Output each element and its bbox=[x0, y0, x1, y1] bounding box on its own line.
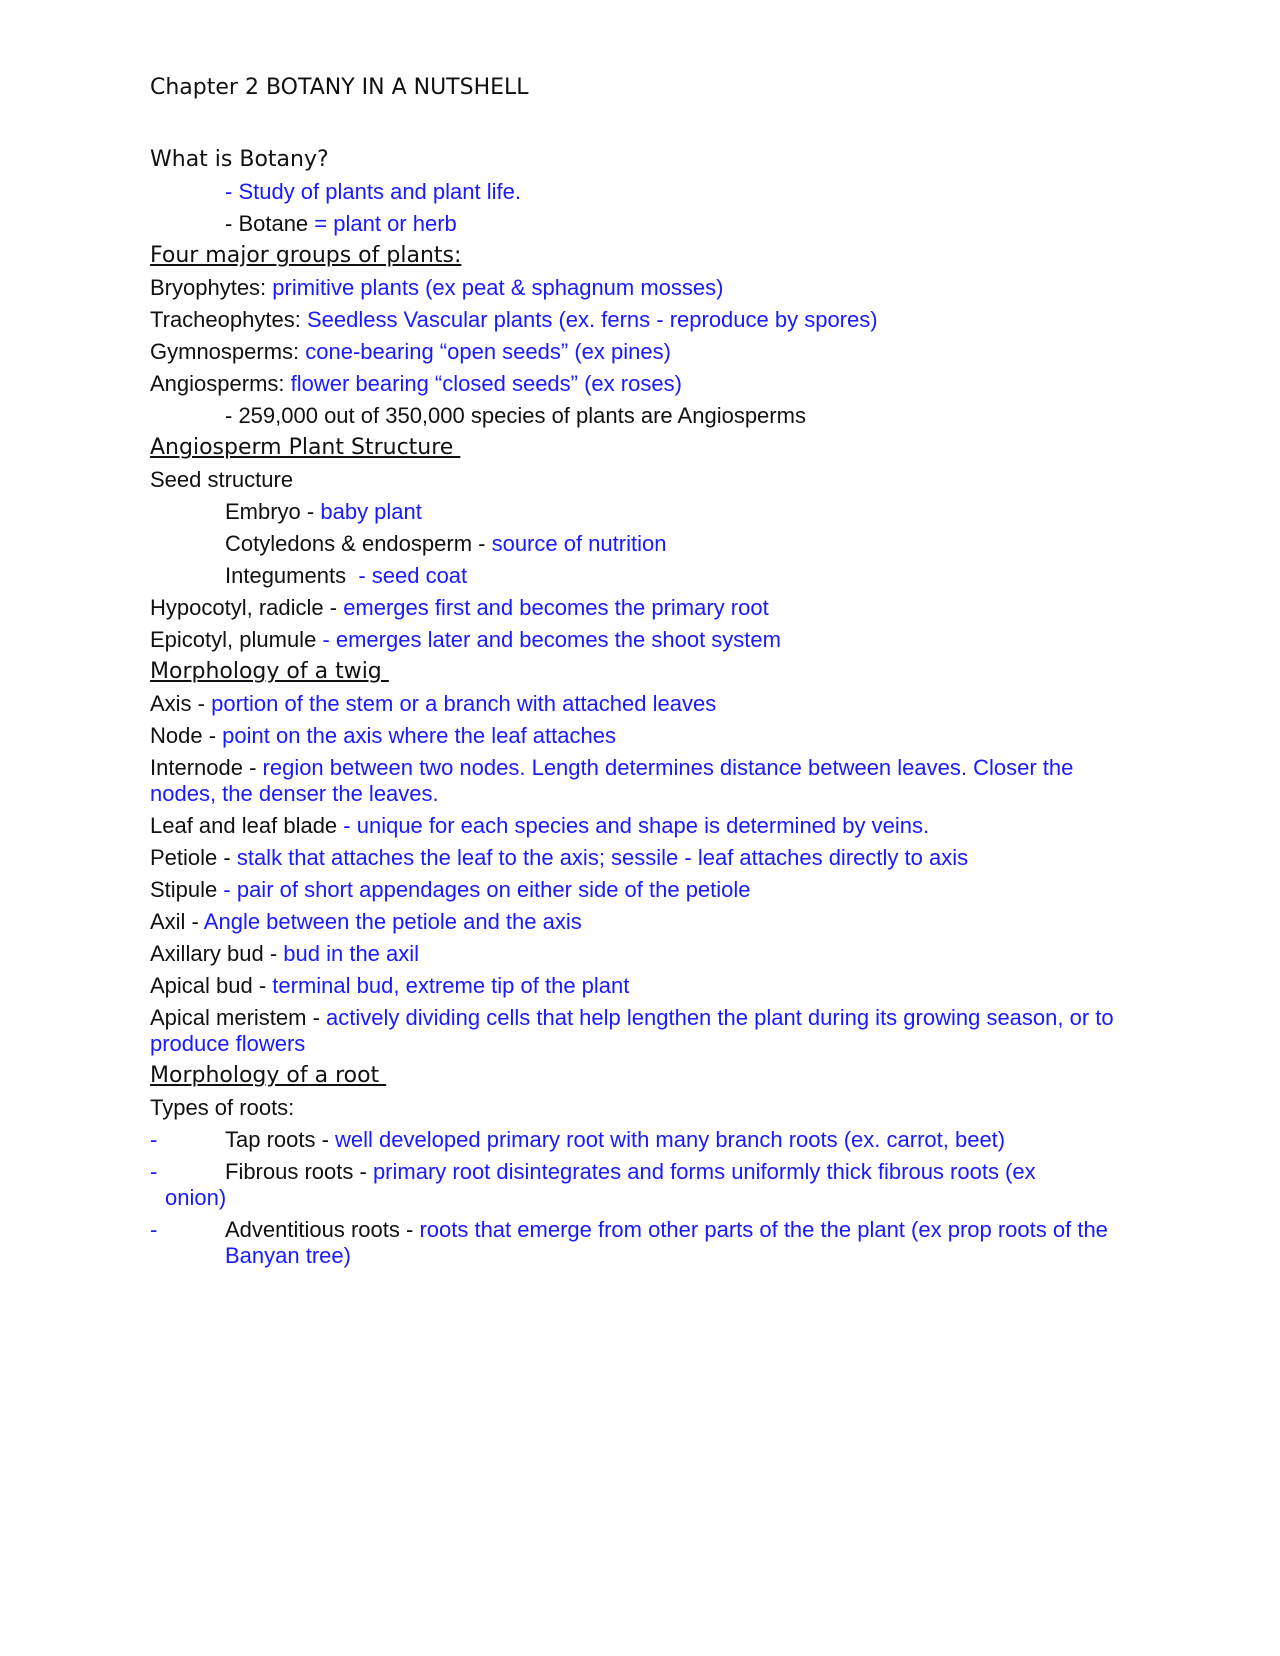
bullet-dash: - bbox=[150, 1159, 158, 1184]
seed-structure-label: Seed structure bbox=[150, 467, 294, 492]
group-description: Seedless Vascular plants (ex. ferns - reproduce by spores) bbox=[306, 307, 878, 332]
twig-description: region between two nodes. Length determines distance between leaves. Closer the nodes, the denser the leaves. bbox=[150, 755, 1074, 806]
seed-term: Cotyledons & endosperm - bbox=[225, 531, 492, 556]
root-type-item bbox=[150, 1156, 1140, 1214]
what-is-botany-question: What is Botany? bbox=[150, 147, 329, 172]
angiosperm-species-note: - 259,000 out of 350,000 species of plants are Angiosperms bbox=[225, 403, 806, 428]
root-type-term: Fibrous roots - bbox=[225, 1159, 373, 1184]
group-item bbox=[150, 272, 1140, 304]
section-heading-structure: Angiosperm Plant Structure bbox=[150, 435, 461, 460]
structure-item bbox=[150, 624, 1140, 656]
seed-item bbox=[150, 560, 1140, 592]
twig-description: - unique for each species and shape is determined by veins. bbox=[343, 813, 930, 838]
group-term: Bryophytes: bbox=[150, 275, 273, 300]
twig-item bbox=[150, 720, 1140, 752]
twig-term: Apical bud - bbox=[150, 973, 273, 998]
root-type-description: primary root disintegrates and forms uniformly thick fibrous roots (ex bbox=[372, 1159, 1036, 1184]
twig-description: bud in the axil bbox=[283, 941, 420, 966]
group-term: Tracheophytes: bbox=[150, 307, 307, 332]
twig-term: Axil - bbox=[150, 909, 204, 934]
root-type-description: well developed primary root with many branch roots (ex. carrot, beet) bbox=[335, 1127, 1006, 1152]
seed-description: - seed coat bbox=[358, 563, 468, 588]
twig-description: portion of the stem or a branch with attached leaves bbox=[211, 691, 717, 716]
botane-term: - Botane bbox=[225, 211, 309, 236]
twig-item bbox=[150, 906, 1140, 938]
section-heading-root: Morphology of a root bbox=[150, 1063, 387, 1088]
group-description: cone-bearing “open seeds” (ex pines) bbox=[305, 339, 671, 364]
section-heading-twig: Morphology of a twig bbox=[150, 659, 389, 684]
group-item bbox=[150, 368, 1140, 400]
seed-description: baby plant bbox=[320, 499, 422, 524]
group-description: primitive plants (ex peat & sphagnum mosses) bbox=[272, 275, 724, 300]
twig-term: Stipule bbox=[150, 877, 224, 902]
twig-description: actively dividing cells that help lengthen the plant during its growing season, or to produce flowers bbox=[150, 1005, 1114, 1056]
root-types-label: Types of roots: bbox=[150, 1095, 295, 1120]
botane-line bbox=[150, 208, 1140, 240]
twig-item bbox=[150, 874, 1140, 906]
root-type-item bbox=[150, 1214, 1140, 1272]
structure-description: emerges first and becomes the primary root bbox=[343, 595, 769, 620]
structure-item bbox=[150, 592, 1140, 624]
twig-item bbox=[150, 810, 1140, 842]
botane-meaning: = plant or herb bbox=[308, 211, 457, 236]
twig-item bbox=[150, 970, 1140, 1002]
twig-term: Axillary bud - bbox=[150, 941, 284, 966]
structure-term: Epicotyl, plumule bbox=[150, 627, 323, 652]
twig-term: Leaf and leaf blade bbox=[150, 813, 344, 838]
chapter-title: Chapter 2 BOTANY IN A NUTSHELL bbox=[150, 75, 529, 100]
group-item bbox=[150, 304, 1140, 336]
twig-description: Angle between the petiole and the axis bbox=[203, 909, 582, 934]
root-type-term: Adventitious roots - bbox=[225, 1217, 420, 1242]
twig-description: - pair of short appendages on either side of the petiole bbox=[223, 877, 751, 902]
bullet-dash: - bbox=[150, 1127, 158, 1152]
seed-description: source of nutrition bbox=[491, 531, 667, 556]
section-heading-groups: Four major groups of plants: bbox=[150, 243, 462, 268]
twig-term: Internode - bbox=[150, 755, 263, 780]
structure-description: - emerges later and becomes the shoot system bbox=[322, 627, 781, 652]
document-body bbox=[150, 70, 1140, 1272]
twig-term: Axis - bbox=[150, 691, 212, 716]
root-type-description: roots that emerge from other parts of the the plant (ex prop roots of the Banyan tree) bbox=[225, 1217, 1108, 1268]
twig-item bbox=[150, 688, 1140, 720]
twig-description: terminal bud, extreme tip of the plant bbox=[272, 973, 630, 998]
group-item bbox=[150, 336, 1140, 368]
twig-description: stalk that attaches the leaf to the axis; sessile - leaf attaches directly to axis bbox=[236, 845, 969, 870]
twig-term: Petiole - bbox=[150, 845, 237, 870]
twig-item bbox=[150, 1002, 1140, 1060]
root-type-description-continued: onion) bbox=[165, 1185, 227, 1210]
seed-item bbox=[150, 528, 1140, 560]
seed-item bbox=[150, 496, 1140, 528]
root-type-item bbox=[150, 1124, 1140, 1156]
group-description: flower bearing “closed seeds” (ex roses) bbox=[290, 371, 682, 396]
twig-item bbox=[150, 842, 1140, 874]
twig-item bbox=[150, 938, 1140, 970]
root-type-term: Tap roots - bbox=[225, 1127, 336, 1152]
bullet-dash: - bbox=[150, 1217, 158, 1242]
twig-term: Apical meristem - bbox=[150, 1005, 327, 1030]
twig-term: Node - bbox=[150, 723, 223, 748]
twig-description: point on the axis where the leaf attaches bbox=[222, 723, 616, 748]
seed-term: Embryo - bbox=[225, 499, 321, 524]
botany-definition: - Study of plants and plant life. bbox=[225, 179, 521, 204]
twig-item bbox=[150, 752, 1140, 810]
seed-term: Integuments bbox=[225, 563, 359, 588]
structure-term: Hypocotyl, radicle - bbox=[150, 595, 344, 620]
group-term: Gymnosperms: bbox=[150, 339, 306, 364]
botany-definition-line bbox=[150, 176, 1140, 208]
group-term: Angiosperms: bbox=[150, 371, 291, 396]
